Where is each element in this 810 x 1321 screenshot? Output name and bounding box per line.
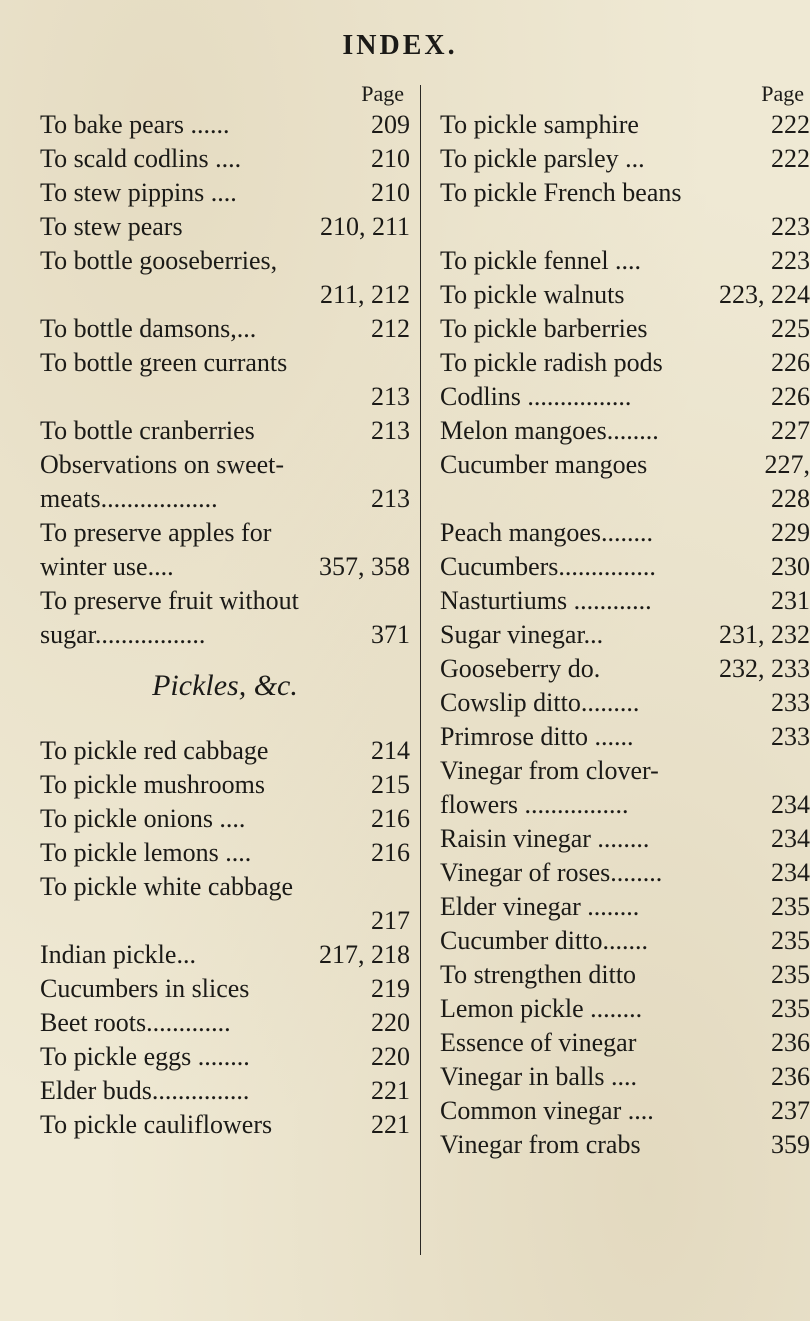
entry-text: Vinegar from clover- [440,756,659,785]
index-entry [440,822,810,856]
page-column-label: Page [761,81,804,106]
entry-text: To pickle mushrooms [40,770,265,799]
index-entry [440,448,810,482]
entry-page: 220 [371,1042,410,1071]
index-heading: INDEX. [342,30,458,61]
entry-text: To pickle white cabbage [40,872,294,901]
index-entry [40,142,410,176]
pickles-entries [40,734,410,1142]
index-entry [40,210,410,244]
index-entry [440,754,810,788]
entry-page: 229 [771,518,810,547]
entry-text: Cucumbers in slices [40,974,250,1003]
index-entry [40,734,410,768]
entry-page: 221 [371,1076,410,1105]
entry-page: 226 [771,382,810,411]
entry-text: Sugar vinegar... [440,620,604,649]
entry-text: To pickle red cabbage [40,736,269,765]
entry-page: 233 [771,722,810,751]
entry-page: 357, 358 [319,552,410,581]
index-entry [440,108,810,142]
entry-page: 236 [771,1028,810,1057]
index-entry [40,414,410,448]
entry-text: Nasturtiums ............ [440,586,652,615]
entry-page: 228 [771,484,810,513]
entry-text: Cucumbers............... [440,552,656,581]
entry-page: 236 [771,1062,810,1091]
index-entry [40,176,410,210]
entry-page: 235 [771,892,810,921]
index-entry [440,924,810,958]
entry-text: Raisin vinegar ........ [440,824,650,853]
entry-page: 227, [764,450,810,479]
entry-text: Codlins ................ [440,382,632,411]
entry-page: 211, 212 [319,280,410,309]
entry-page: 223 [771,246,810,275]
entry-text: Gooseberry do. [440,654,601,683]
entry-page: 210 [371,144,410,173]
entry-page: 213 [371,416,410,445]
entry-text: To stew pears [40,212,183,241]
index-entry [40,108,410,142]
entry-page: 231, 232 [719,620,810,649]
entry-page: 214 [371,736,410,765]
index-entry [440,890,810,924]
index-entry [40,836,410,870]
index-entry [40,312,410,346]
left-column [40,80,410,1142]
entry-text: flowers ................ [440,790,629,819]
entry-page: 234 [771,858,810,887]
index-entry [40,482,410,516]
entry-page: 222 [771,110,810,139]
entry-text: To pickle walnuts [440,280,625,309]
index-entry [440,788,810,822]
entry-page: 209 [371,110,410,139]
entry-page: 359 [771,1130,810,1159]
index-entry [40,618,410,652]
entry-text: To pickle cauliflowers [40,1110,273,1139]
entry-page: 225 [771,314,810,343]
entry-text: To scald codlins .... [40,144,242,173]
entry-text: Elder vinegar ........ [440,892,640,921]
index-entry [440,584,810,618]
index-entry [440,244,810,278]
entry-page: 220 [371,1008,410,1037]
index-entry [40,380,410,414]
entry-text: To bottle cranberries [40,416,255,445]
entry-text: winter use.... [40,552,174,581]
entry-page: 234 [771,790,810,819]
index-entry [440,482,810,516]
index-entry [40,1074,410,1108]
index-entry [440,1026,810,1060]
entry-text: To stew pippins .... [40,178,237,207]
index-entry [40,972,410,1006]
entry-text: To pickle French beans [440,178,682,207]
entry-page: 217, 218 [319,940,410,969]
column-divider [420,85,421,1255]
index-entry [40,516,410,550]
index-entry [440,958,810,992]
entry-page: 223, 224 [719,280,810,309]
entry-page: 226 [771,348,810,377]
left-entries [40,108,410,652]
entry-text: meats.................. [40,484,218,513]
entry-text: To pickle parsley ... [440,144,645,173]
entry-text: Observations on sweet- [40,450,285,479]
entry-text: Lemon pickle ........ [440,994,643,1023]
entry-text: Vinegar from crabs [440,1130,641,1159]
index-entry [440,380,810,414]
entry-text: Elder buds............... [40,1076,250,1105]
entry-text: Indian pickle... [40,940,196,969]
entry-page: 216 [371,838,410,867]
index-entry [40,904,410,938]
index-entry [440,176,810,210]
index-entry [40,346,410,380]
entry-text: To pickle barberries [440,314,648,343]
entry-page: 223 [771,212,810,241]
index-entry [40,1040,410,1074]
entry-text: Cucumber mangoes [440,450,648,479]
entry-text: To bottle gooseberries, [40,246,278,275]
right-column [440,80,810,1162]
index-entry [440,992,810,1026]
index-entry [440,516,810,550]
index-entry [40,768,410,802]
entry-page: 215 [371,770,410,799]
entry-text: Cowslip ditto......... [440,688,640,717]
index-entry [440,312,810,346]
entry-page: 230 [771,552,810,581]
entry-text: Cucumber ditto....... [440,926,648,955]
index-entry [440,618,810,652]
index-entry [440,346,810,380]
entry-page: 216 [371,804,410,833]
entry-text: Essence of vinegar [440,1028,637,1057]
entry-page: 219 [371,974,410,1003]
entry-text: To pickle lemons .... [40,838,252,867]
index-entry [40,278,410,312]
entry-page: 213 [371,382,410,411]
entry-page: 371 [371,620,410,649]
entry-page: 221 [371,1110,410,1139]
index-entry [40,870,410,904]
index-entry [440,278,810,312]
right-entries [440,108,810,1162]
entry-text: Melon mangoes........ [440,416,659,445]
entry-text: To pickle radish pods [440,348,663,377]
index-entry [440,686,810,720]
index-entry [440,550,810,584]
entry-page: 231 [771,586,810,615]
entry-text: To strengthen ditto [440,960,637,989]
entry-page: 222 [771,144,810,173]
index-entry [40,550,410,584]
index-entry [40,1006,410,1040]
entry-text: Vinegar in balls .... [440,1062,638,1091]
entry-text: To bake pears ...... [40,110,230,139]
index-entry [40,448,410,482]
entry-text: To bottle damsons,... [40,314,257,343]
index-entry [440,210,810,244]
index-entry [40,802,410,836]
entry-text: To bottle green currants [40,348,288,377]
entry-text: To preserve fruit without [40,586,299,615]
index-entry [440,1060,810,1094]
index-entry [440,1094,810,1128]
entry-page: 217 [371,906,410,935]
entry-text: Primrose ditto ...... [440,722,634,751]
entry-page: 235 [771,994,810,1023]
entry-page: 235 [771,926,810,955]
index-entry [40,1108,410,1142]
index-entry [40,584,410,618]
entry-text: Common vinegar .... [440,1096,654,1125]
entry-page: 210, 211 [319,212,410,241]
entry-text: Peach mangoes........ [440,518,654,547]
entry-page: 232, 233 [719,654,810,683]
entry-page: 237 [771,1096,810,1125]
index-entry [440,414,810,448]
index-entry [40,244,410,278]
entry-text: To pickle eggs ........ [40,1042,250,1071]
entry-text: Vinegar of roses........ [440,858,663,887]
index-entry [440,142,810,176]
entry-page: 227 [771,416,810,445]
entry-text: To pickle fennel .... [440,246,642,275]
entry-page: 235 [771,960,810,989]
entry-page: 234 [771,824,810,853]
entry-text: To pickle samphire [440,110,639,139]
entry-page: 233 [771,688,810,717]
entry-page: 210 [371,178,410,207]
index-entry [440,652,810,686]
entry-text: To pickle onions .... [40,804,246,833]
entry-page: 213 [371,484,410,513]
index-entry [440,1128,810,1162]
entry-text: To preserve apples for [40,518,272,547]
index-entry [40,938,410,972]
entry-page: 212 [371,314,410,343]
index-entry [440,856,810,890]
page-column-label: Page [361,81,404,106]
entry-text: Beet roots............. [40,1008,231,1037]
index-entry [440,720,810,754]
entry-text: sugar................. [40,620,206,649]
section-title: Pickles, &c. [152,669,298,702]
